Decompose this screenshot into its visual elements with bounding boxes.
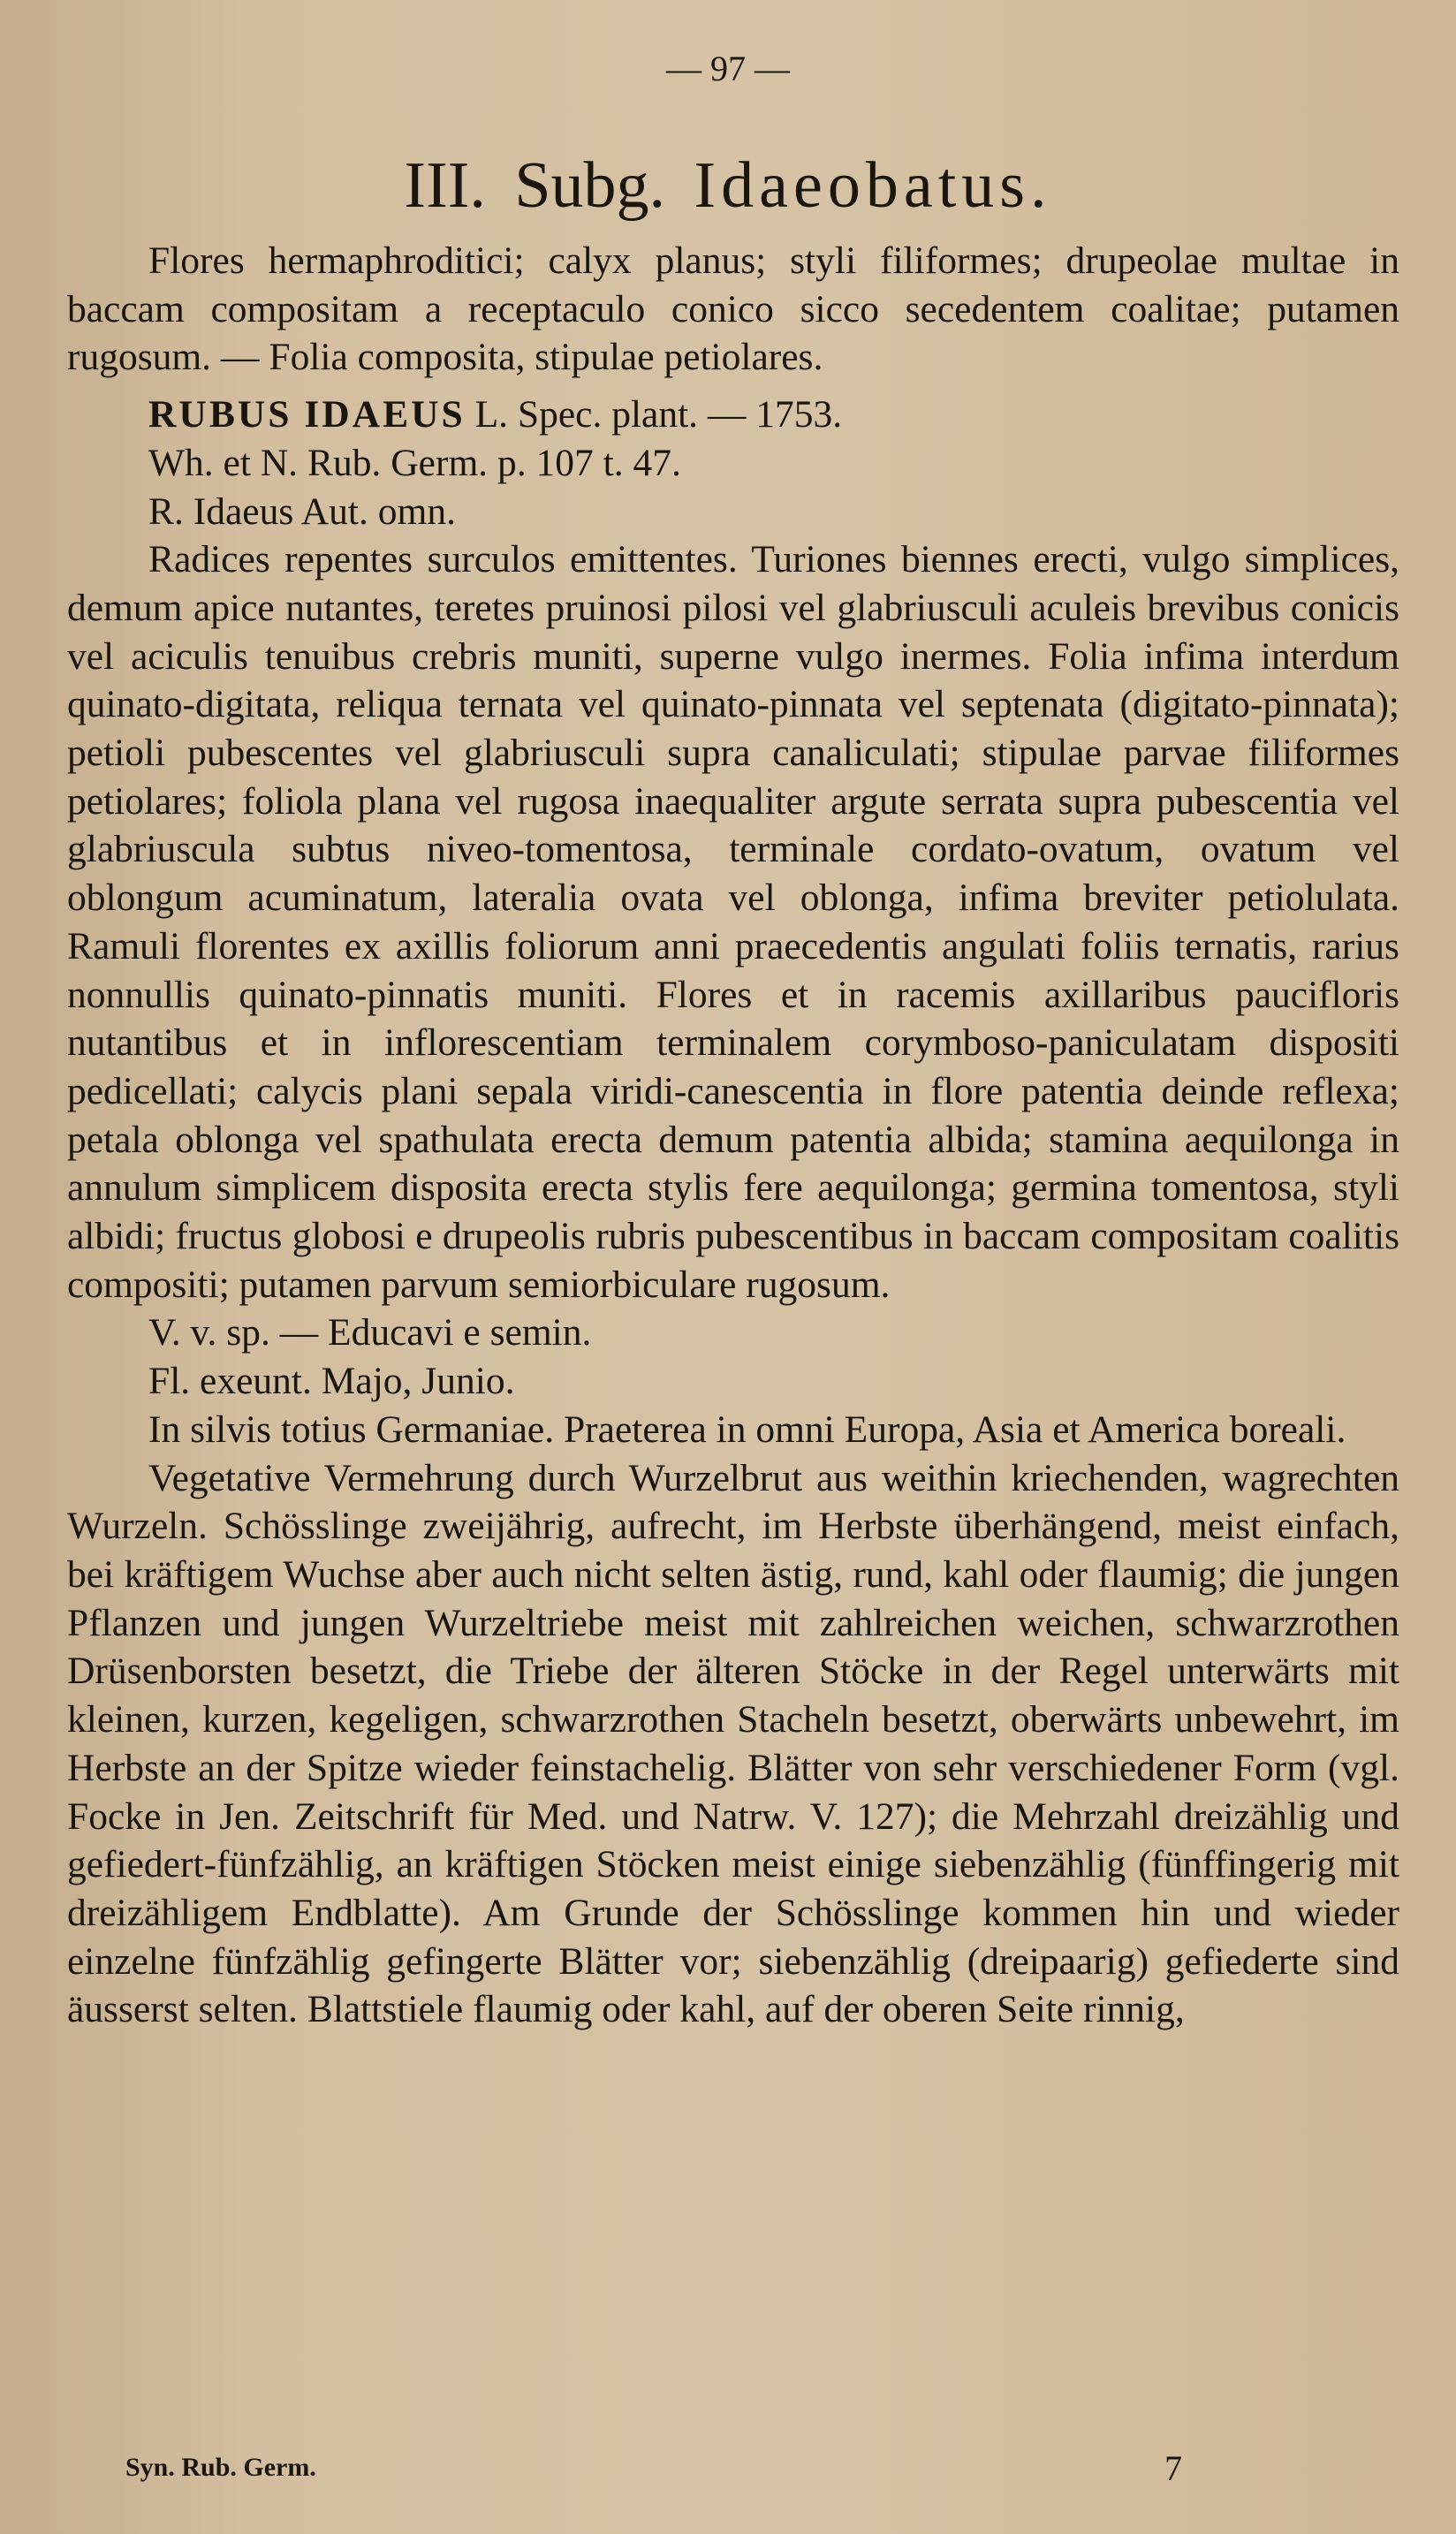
german-description: Vegetative Vermehrung durch Wurzelbrut aus weithin kriechenden, wagrechten Wurzeln. Schösslinge zweijährig, aufrecht, im Herbste überhängend, meist einfach, bei kräftigem Wuchse aber auch nicht selten ästig, rund, kahl oder flaumig; die jungen Pflanzen und jungen Wurzeltriebe meist mit zahlreichen weichen, schwarzrothen Drüsenborsten besetzt, die Triebe der älteren Stöcke in der Regel unterwärts mit kleinen, kurzen, kegeligen, schwarzrothen Stacheln besetzt, oberwärts unbewehrt, im Herbste an der Spitze wieder feinstachelig. Blätter von sehr verschiedener Form (vgl. Focke in Jen. Zeitschrift für Med. und Natrw. V. 127); die Mehrzahl dreizählig und gefiedert-fünfzählig, an kräftigen Stöcken meist einige siebenzählig (fünffingerig mit dreizähligem Endblatte). Am Grunde der Schösslinge kommen hin und wieder einzelne fünfzählig gefingerte Blätter vor; siebenzählig (dreipaarig) gefiederte sind äusserst selten. Blattstiele flaumig oder kahl, auf der oberen Seite rinnig, [67, 1456, 1399, 2031]
signature-mark: Syn. Rub. Germ. [125, 2453, 316, 2482]
distribution: In silvis totius Germaniae. Praeterea in omni Europa, Asia et America boreali. [148, 1407, 1346, 1451]
sheet-number: 7 [1164, 2448, 1182, 2488]
synonym-line: Wh. et N. Rub. Germ. p. 107 t. 47. [148, 441, 681, 484]
section-heading [0, 148, 1456, 224]
page-body [67, 237, 1399, 2034]
intro-paragraph: Flores hermaphroditici; calyx planus; styli filiformes; drupeolae multae in baccam compositam a receptaculo conico sicco secedentem coalitae; putamen rugosum. — Folia composita, stipulae petiolares. [67, 239, 1399, 379]
note-line: Fl. exeunt. Majo, Junio. [148, 1360, 515, 1403]
latin-description: Radices repentes surculos emittentes. Turiones biennes erecti, vulgo simplices, demum apice nutantes, teretes pruinosi pilosi vel glabriusculi aculeis brevibus conicis vel aciculis tenuibus crebris muniti, superne vulgo inermes. Folia infima interdum quinato-digitata, reliqua ternata vel quinato-pinnata vel septenata (digitato-pinnata); petioli pubescentes vel glabriusculi supra canaliculati; stipulae parvae filiformes petiolares; foliola plana vel rugosa inaequaliter argute serrata supra pubescentia vel glabriuscula subtus niveo-tomentosa, terminale cordato-ovatum, ovatum vel oblongum acuminatum, lateralia ovata vel oblonga, infima breviter petiolulata. Ramuli florentes ex axillis foliorum anni praecedentis angulati foliis ternatis, rarius nonnullis quinato-pinnatis muniti. Flores et in racemis axillaribus paucifloris nutantibus et in inflorescentiam terminalem corymboso-paniculatam dispositi pedicellati; calycis plani sepala viridi-canescentia in flore patentia deinde reflexa; petala oblonga vel spathulata erecta demum patentia albida; stamina aequilonga in annulum simplicem disposita erecta stylis fere aequilonga; germina tomentosa, styli albidi; fructus globosi e drupeolis rubris pubescentibus in baccam compositam coalitis compositi; putamen parvum semiorbiculare rugosum. [67, 538, 1399, 1306]
heading-subg: Subg. [514, 149, 666, 222]
note-line: V. v. sp. — Educavi e semin. [148, 1311, 592, 1354]
synonym-line: R. Idaeus Aut. omn. [148, 489, 456, 533]
species-line [67, 391, 1399, 439]
heading-numeral: III. [404, 149, 486, 222]
species-name: RUBUS IDAEUS [148, 393, 466, 436]
species-citation: L. Spec. plant. — 1753. [465, 393, 843, 436]
heading-name: Idaeobatus. [694, 149, 1052, 222]
page-number: — 97 — [666, 49, 790, 88]
